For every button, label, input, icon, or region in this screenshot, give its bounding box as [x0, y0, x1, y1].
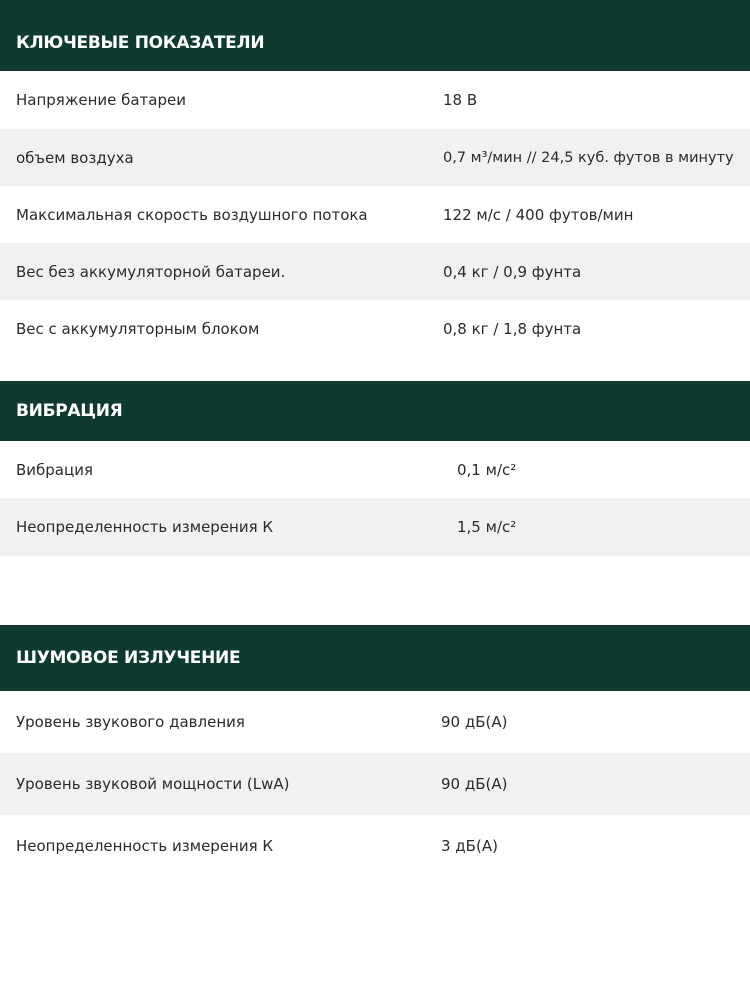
table-row: [0, 71, 750, 129]
noise-header: [0, 625, 750, 691]
row-value: 122 м/с / 400 футов/мин: [443, 205, 634, 224]
row-label: Неопределенность измерения К: [16, 837, 274, 855]
noise-section: [0, 625, 750, 877]
table-row: [0, 815, 750, 877]
row-value: 3 дБ(А): [441, 837, 498, 855]
row-value: 90 дБ(А): [441, 775, 508, 793]
row-label: Вибрация: [16, 460, 93, 479]
table-row: [0, 300, 750, 357]
table-row: [0, 691, 750, 753]
row-value: 0,8 кг / 1,8 фунта: [443, 319, 582, 338]
row-value: 0,4 кг / 0,9 фунта: [443, 262, 582, 281]
row-label: Максимальная скорость воздушного потока: [16, 205, 368, 224]
table-row: [0, 186, 750, 243]
row-label: Вес с аккумуляторным блоком: [16, 319, 260, 338]
row-label: Напряжение батареи: [16, 91, 186, 109]
vibration-title: ВИБРАЦИЯ: [16, 401, 123, 421]
row-label: Вес без аккумуляторной батареи.: [16, 262, 286, 281]
row-label: Уровень звукового давления: [16, 713, 245, 731]
top-edge-bar: [0, 0, 750, 14]
vibration-header: [0, 381, 750, 441]
table-row: [0, 753, 750, 815]
table-row: [0, 441, 750, 498]
row-value: 90 дБ(А): [441, 713, 508, 731]
row-label: объем воздуха: [16, 148, 134, 167]
table-row: [0, 243, 750, 300]
vibration-section: [0, 381, 750, 556]
table-row: [0, 498, 750, 556]
key-metrics-header: [0, 14, 750, 71]
noise-title: ШУМОВОЕ ИЗЛУЧЕНИЕ: [16, 648, 241, 668]
key-metrics-title: КЛЮЧЕВЫЕ ПОКАЗАТЕЛИ: [16, 32, 265, 53]
key-metrics-section: [0, 14, 750, 357]
table-row: [0, 129, 750, 186]
row-label: Уровень звуковой мощности (LwA): [16, 775, 290, 793]
row-value: 1,5 м/с²: [457, 518, 517, 536]
row-value: 0,7 м³/мин // 24,5 куб. футов в минуту: [443, 149, 734, 166]
row-value: 0,1 м/с²: [457, 460, 517, 479]
row-value: 18 В: [443, 91, 478, 109]
row-label: Неопределенность измерения К: [16, 518, 274, 536]
